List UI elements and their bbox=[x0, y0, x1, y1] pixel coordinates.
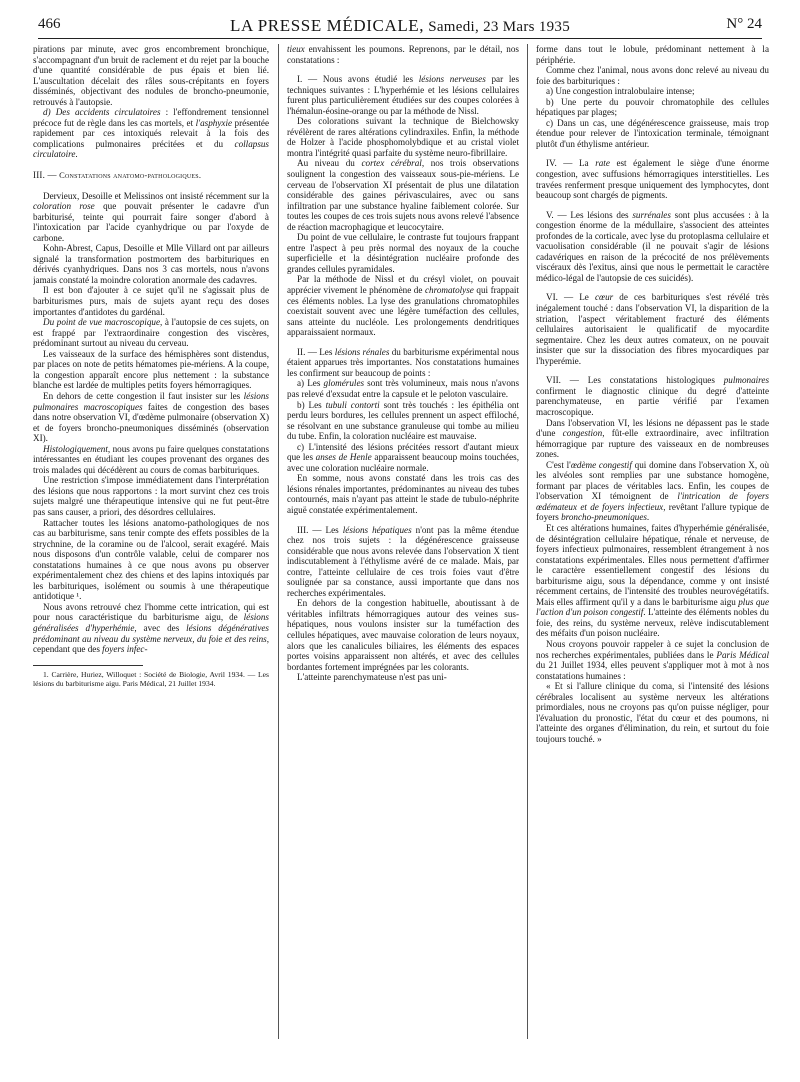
text: , cependant que des bbox=[33, 633, 269, 655]
paragraph bbox=[536, 375, 769, 417]
text-italic: foyers infec- bbox=[102, 644, 148, 655]
text: n'ont pas la même étendue chez nos trois sujets : la dégénérescence graisseuse considérable que nous avons relevée dans l'observation X tient indiscutablement à l'éthylisme avéré de ce malade. Mais, par contre, l'atteinte cellulaire de ces trois foies vaut d'être soulignée par sa constance, aussi importante que dans nos recherches expérimentales. bbox=[287, 524, 519, 598]
paragraph bbox=[287, 400, 519, 442]
issue-number: N° 24 bbox=[726, 16, 762, 32]
text: que pouvait présenter le cadavre d'un barbiturisé, teinte qui pourrait faire songer d'abord à l'intoxication par l'acide cyanhydrique ou par l'oxyde de carbone. bbox=[33, 201, 269, 243]
text: qui domine dans l'observation X, où les alvéoles sont remplies par une substance homogène, formant par places de véritables lacs. Enfin, les coupes de l'observation XI témoignent de bbox=[536, 459, 769, 502]
text-italic: glomérules bbox=[323, 378, 365, 389]
text-italic: rate bbox=[595, 158, 610, 169]
paragraph bbox=[33, 317, 269, 349]
page-number: 466 bbox=[38, 16, 61, 32]
text: Dervieux, Desoille et Melissinos ont insisté récemment sur la bbox=[43, 190, 269, 201]
text: I. — Nous avons étudié les bbox=[297, 74, 419, 85]
text: faites de congestion des bases dans notre observation VI, d'œdème pulmonaire (observation X) et de foyers broncho-pneumoniques disséminés (observation XI). bbox=[33, 401, 269, 444]
paragraph: forme dans tout le lobule, prédominant nettement à la périphérie. bbox=[536, 44, 769, 65]
text-italic: anses de Henle bbox=[315, 452, 372, 463]
text: du barbiturisme expérimental nous étaient apparues très importantes. Nos constatations humaines les confirment sur beaucoup de points : bbox=[287, 346, 519, 378]
text-italic: collapsus circulatoire bbox=[33, 138, 269, 160]
text-italic: lésions nerveuses bbox=[418, 74, 486, 85]
paragraph: a) Une congestion intralobulaire intense; bbox=[546, 86, 695, 97]
text: VII. — Les constatations histologiques bbox=[546, 375, 724, 386]
paragraph bbox=[287, 525, 519, 599]
paragraph: Kohn-Abrest, Capus, Desoille et Mlle Villard ont par ailleurs signalé la transformation postmortem des barbituriques en dérivés cyanhydriques. Dans nos 3 cas mortels, nous n'avons jamais constaté la moindre coloration anormale des cadavres. bbox=[33, 243, 269, 285]
text: de ces barbituriques s'est révélé très inégalement touché : dans l'observation VI, la disparition de la striation, l'aspect véritablement fracturé des éléments cellulaires autorisaient le qualificatif de myocardite segmentaire. Chez les deux autres comateux, on ne pouvait insister que sur la dissociation des fibres myocardiques par l'hyperémie. bbox=[536, 292, 769, 366]
paragraph bbox=[33, 391, 269, 444]
paragraph bbox=[536, 523, 769, 639]
paragraph bbox=[287, 74, 519, 116]
paragraph: Une restriction s'impose immédiatement dans l'interprétation des lésions que nous rapportons : la mort survint chez ces trois sujets malgré une thérapeutique intensive qui ne fut peut-être pas sans causer, a priori, des désordres cellulaires. bbox=[33, 475, 269, 517]
text: apparaissent beaucoup moins touchées, avec une coloration nucléaire normale. bbox=[287, 452, 519, 473]
column-left bbox=[33, 44, 269, 1044]
text-italic: chromatolyse bbox=[425, 285, 474, 296]
section-number: III. — bbox=[33, 170, 60, 181]
paragraph: c) Dans un cas, une dégénérescence graisseuse, mais trop étendue pour relever de l'intoxication terminale, témoignant plutôt d'un éthylisme antérieur. bbox=[536, 117, 769, 149]
text-italic: coloration rose bbox=[33, 201, 95, 212]
text: . bbox=[75, 149, 78, 160]
text: par les techniques suivantes : L'hyperhémie et les lésions cellulaires furent plus particulièrement étudiées sur des coupes colorées à l'hémalun-éosine-orange ou par la méthode de Nissl. bbox=[287, 74, 519, 116]
paragraph: Des colorations suivant la technique de Bielchowsky révélèrent de rares altérations cylindraxiles. Enfin, la méthode de Holzer à l'acide phosphomolybdique et au cristal violet montra l'intégrité quasi parfaite du système neuro-fibrillaire. bbox=[287, 116, 519, 158]
paragraph bbox=[536, 210, 769, 284]
text-italic: plus que l'action d'un poison congestif bbox=[536, 596, 769, 618]
paragraph bbox=[33, 444, 269, 476]
text: , nos trois observations soulignent la congestion des vaisseaux sous-pie-mériens. Le cerveau de l'observation XI présentait de plus une dilatation considérable des gaines périvasculaires, avec ou sans infiltration par une substance hyaline faiblement colorée. Sur toutes les coupes de ces trois sujets nous avons relevé l'absence de réaction macrophagique et leucocytaire. bbox=[287, 158, 519, 232]
text: : l'effondrement tensionnel précoce fut de règle dans les cas mortels, et bbox=[33, 107, 269, 128]
paragraph: En somme, nous avons constaté dans les trois cas des lésions rénales importantes, prédominantes au niveau des tubes contournés, mais n'ayant pas atteint le stade de tubulo-néphrite aiguë constatée expérimentalement. bbox=[287, 473, 519, 515]
paragraph: L'atteinte parenchymateuse n'est pas uni- bbox=[297, 672, 447, 683]
text-italic: Du point de vue macroscopique bbox=[43, 317, 160, 328]
text-italic: accidents circulatoires bbox=[74, 107, 161, 118]
text: . L'atteinte des éléments nobles du foie, des reins, du système nerveux, relève indiscutablement des méfaits d'un poison nucléaire. bbox=[536, 607, 769, 639]
text-italic: pulmonaires bbox=[723, 375, 769, 386]
paragraph: Rattacher toutes les lésions anatomo-pathologiques de nos cas au barbiturisme, sans tenir compte des effets possibles de la strychnine, de la coramine ou de l'alcool, serait exagéré. Mais nous disposons d'un contrôle valable, celui de comparer nos constatations humaines à ce que nous avons pu observer expérimentalement chez des chiens et des lapins intoxiqués par les barbituriques, isolément ou soumis à une thérapeutique antidotique ¹. bbox=[33, 517, 269, 602]
text: II. — Les bbox=[297, 346, 335, 357]
text-italic: l'asphyxie bbox=[195, 117, 233, 128]
paragraph bbox=[287, 442, 519, 474]
text: sont très volumineux, mais nous n'avons pas relevé d'exsudat entre la capsule et le peloton vasculaire. bbox=[287, 378, 519, 399]
paragraph bbox=[33, 191, 269, 244]
paragraph: En dehors de la congestion habituelle, aboutissant à de véritables infiltrats hémorragiques autour des veines sus-hépatiques, nous voulons insister sur la tuméfaction des cellules hépatiques, avec mauvaise coloration de leurs noyaux, alors que les canalicules biliaires, les éléments des espaces portes voisins apparaissent non altérés, et avec des cellules bordantes fortement imprégnées par les colorants. bbox=[287, 598, 519, 672]
text-italic: œdème congestif bbox=[570, 459, 632, 470]
text-italic: congestion bbox=[562, 428, 603, 439]
text-italic: d) Des bbox=[43, 107, 75, 118]
footnote: 1. Carrière, Huriez, Willoquet : Société de Biologie, Avril 1934. — Les lésions du barbiturisme aigu. Paris Médical, 21 Juillet 1934. bbox=[33, 669, 269, 688]
text: c) L'intensité des lésions précitées ressort d'autant mieux que les bbox=[287, 441, 519, 463]
paragraph bbox=[287, 378, 519, 399]
text-italic: lésions rénales bbox=[334, 346, 390, 357]
text: En dehors de cette congestion il faut insister sur les bbox=[43, 390, 244, 401]
text: , fût-elle extraordinaire, avec infiltration hémorragique par rupture des vaisseaux en de nombreuses zones. bbox=[536, 428, 769, 460]
section-title: Constatations anatomo-pathologiques. bbox=[59, 170, 202, 181]
text: , revêtant l'allure typique de foyers bbox=[536, 501, 769, 523]
paragraph: b) Une perte du pouvoir chromatophile des cellules hépatiques par plages; bbox=[536, 96, 769, 118]
text: du 21 Juillet 1934, elles peuvent s'appliquer mot à mot à nos constatations humaines : bbox=[536, 660, 769, 681]
text: , à l'autopsie de ces sujets, on est frappé par l'extraordinaire congestion des viscères, prédominant surtout au niveau du cerveau. bbox=[33, 317, 269, 349]
paragraph bbox=[536, 639, 769, 681]
text: confirment le diagnostic clinique du degré d'atteinte parenchymateuse, en partie vérifié par l'examen macroscopique. bbox=[536, 385, 769, 417]
paragraph bbox=[536, 460, 769, 523]
text-italic: surrénales bbox=[632, 209, 671, 220]
column-right bbox=[536, 44, 769, 1044]
paragraph: Comme chez l'animal, nous avons donc relevé au niveau du foie des barbituriques : bbox=[536, 65, 769, 86]
text: V. — Les lésions des bbox=[546, 209, 633, 220]
paragraph bbox=[287, 158, 519, 232]
text-italic: cortex cérébral bbox=[361, 158, 422, 169]
text: sont très touchés : les épithélia ont perdu leurs bordures, les cellules prennent un aspect effiloché, se résolvant en une substance granuleuse qui tombe au milieu du tube. Enfin, la coloration nucléaire est mauvaise. bbox=[287, 399, 519, 442]
paragraph: Les vaisseaux de la surface des hémisphères sont distendus, par places on note de petits hématomes pie-mériens. A la coupe, la congestion apparaît encore plus nettement : la substance blanche est lardée de multiples petits foyers hémorragiques. bbox=[33, 348, 269, 391]
page-header bbox=[38, 16, 762, 39]
issue-date: Samedi, 23 Mars 1935 bbox=[428, 19, 571, 35]
text: qui frappait ces éléments nobles. La lyse des granulations chromatophiles coexistait souvent avec une légère tuméfaction des cellules, sans atteinte du nucléole. Les prolongements dendritiques apparaissaient normaux. bbox=[287, 285, 519, 338]
text: Et ces altérations humaines, faites d'hyperhémie généralisée, de désintégration cellulaire hépatique, rénale et nerveuse, de foyers infectieux pulmonaires, ressemblent étrangement à nos constatations expérimentales. Elles nous permettent d'affirmer le caractère essentiellement congestif des lésions du barbiturisme aigu, sous la dépendance, comme y ont insisté récemment certains, de l'intensité des troubles neurovégétatifs. Mais elles affirment qu'il y a dans le barbiturisme aigu bbox=[536, 522, 769, 607]
paragraph bbox=[536, 418, 769, 460]
paragraph: « Et si l'allure clinique du coma, si l'intensité des lésions cérébrales localisent au système nerveux les altérations primordiales, nous ne croyons pas qu'on puisse négliger, pour l'évaluation du pronostic, l'état du cœur et des poumons, ni l'atteinte des organes d'élimination, du rein, et surtout du foie toujours touché. » bbox=[536, 681, 769, 744]
text: VI. — Le bbox=[546, 292, 595, 303]
text: Nous avons retrouvé chez l'homme cette intrication, qui est pour nous caractéristique du barbiturisme aigu, de bbox=[33, 601, 269, 623]
text: , nous avons pu faire quelques constatations intéressantes en étudiant les coupes provenant des organes des trois malades qui décédèrent au cours de comas barbituriques. bbox=[33, 443, 269, 475]
paragraph: Du point de vue cellulaire, le contraste fut toujours frappant entre l'aspect à peu près normal des noyaux de la couche superficielle et la désintégration nucléaire profonde des grandes cellules pyramidales. bbox=[287, 232, 519, 274]
text-italic: broncho-pneumoniques bbox=[561, 512, 647, 523]
text-italic: lésions hépatiques bbox=[342, 524, 412, 535]
text: IV. — La bbox=[546, 158, 596, 169]
text: envahissent les poumons. Reprenons, par le détail, nos constatations : bbox=[287, 44, 519, 65]
text: a) Les bbox=[297, 378, 324, 389]
section-heading bbox=[33, 170, 269, 181]
journal-name: LA PRESSE MÉDICALE, bbox=[229, 16, 425, 35]
text: . bbox=[646, 512, 650, 523]
paragraph bbox=[287, 347, 519, 379]
text-italic: Paris Médical bbox=[716, 649, 769, 660]
paragraph bbox=[33, 107, 269, 160]
paragraph bbox=[536, 292, 769, 366]
paragraph bbox=[287, 44, 519, 65]
text-italic: Histologiquement bbox=[43, 443, 108, 454]
text: , avec des bbox=[134, 622, 187, 633]
column-divider bbox=[527, 44, 528, 1039]
text: Par la méthode de Nissl et du crésyl violet, on pouvait apprécier vivement le phénomène de bbox=[287, 274, 519, 296]
text: est également le siège d'une énorme congestion, avec suffusions hémorragiques interstitielles. Les travées renferment presque uniquement des lymphocytes, dont beaucoup sont chargés de pigments. bbox=[536, 158, 769, 201]
text: III. — Les bbox=[297, 524, 343, 535]
paragraph bbox=[33, 602, 269, 655]
text-italic: l'intrication de foyers œdémateux et de foyers infectieux bbox=[536, 491, 769, 512]
paragraph: pirations par minute, avec gros encombrement bronchique, s'accompagnant d'un bruit de raclement et du rejet par la bouche d'une quantité considérable de pus épais et bien lié. L'auscultation décelait des râles sous-crépitants en foyers disséminés, objectivant des nodules de broncho-pneumonie, retrouvés à l'autopsie. bbox=[33, 44, 269, 107]
text-italic: cœur bbox=[594, 292, 614, 303]
text: b) Les bbox=[297, 399, 326, 410]
paragraph bbox=[536, 158, 769, 200]
text-italic: tieux bbox=[287, 44, 305, 54]
text-italic: tubuli contorti bbox=[325, 399, 380, 410]
column-middle bbox=[287, 44, 519, 1044]
paragraph: Il est bon d'ajouter à ce sujet qu'il ne s'agissait plus de barbiturismes purs, mais de sujets ayant reçu des doses importantes d'antidotes du gardénal. bbox=[33, 285, 269, 317]
text-italic: lésions généralisées d'hyperhémie bbox=[33, 612, 269, 633]
running-title bbox=[38, 16, 762, 36]
text: Au niveau du bbox=[297, 158, 362, 169]
text: C'est l' bbox=[546, 459, 571, 470]
text: Nous croyons pouvoir rappeler à ce sujet la conclusion de nos recherches expérimentales, publiées dans le bbox=[536, 638, 769, 660]
column-divider bbox=[278, 44, 279, 1039]
text-italic: lésions dégénératives prédominant au niveau du système nerveux, du foie et des reins bbox=[33, 622, 269, 644]
text: Dans l'observation VI, les lésions ne dépassent pas le stade d'une bbox=[536, 417, 769, 439]
text-italic: lésions pulmonaires macroscopiques bbox=[33, 390, 269, 412]
text: sont plus accusées : à la congestion énorme de la médullaire, s'associent des atteintes profondes de la corticale, avec lyse du protoplasma cellulaire et vacuolisation considérable (il ne pouvait s'agir de lésions cadavériques en raison de la précocité de nos prélèvements viscéraux dès l'exitus, ainsi que nous le permettait le caractère médico-légal de l'autopsie de ces suicidés). bbox=[536, 209, 769, 283]
paragraph bbox=[287, 274, 519, 337]
text: présentée rapidement par ces intoxiqués relevait à la fois des complications pulmonaires précitées et du bbox=[33, 117, 269, 149]
